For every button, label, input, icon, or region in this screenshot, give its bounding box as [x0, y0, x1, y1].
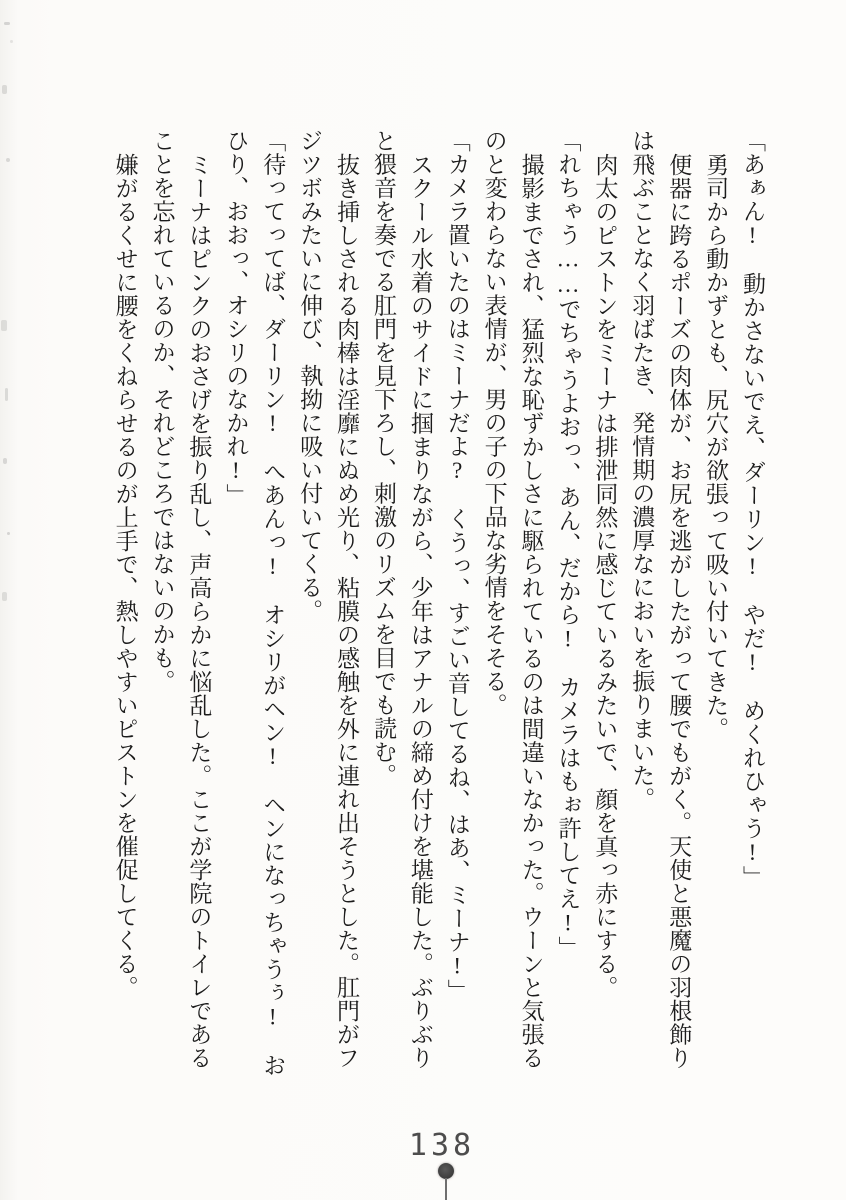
text-line: ジツボみたいに伸び、執拗に吸い付いてくる。	[297, 129, 323, 623]
text-line: 撮影までされ、猛烈な恥ずかしさに駆られているのは間違いなかった。ウーンと気張る	[518, 152, 544, 1069]
scan-speck	[10, 40, 13, 43]
text-line: 抜き挿しされる肉棒は淫靡にぬめ光り、粘膜の感触を外に連れ出そうとした。肛門がフ	[334, 152, 360, 1069]
text-block	[106, 129, 770, 1077]
text-line: ミーナはピンクのおさげを振り乱し、声高らかに悩乱した。ここが学院のトイレである	[186, 152, 212, 1069]
scan-speck	[4, 22, 10, 25]
scan-speck	[3, 458, 7, 464]
text-line: 「れちゃう……でちゃうよおっ、あん、だから! カメラはもぉ許してえ!」	[555, 129, 581, 960]
text-line: 「待ってってば、ダーリン! へあんっ! オシリがヘン! ヘンになっちゃうぅ! お	[260, 129, 286, 1077]
text-line: 肉太のピストンをミーナは排泄同然に感じているみたいで、顔を真っ赤にする。	[592, 152, 618, 999]
scan-speck	[6, 158, 10, 162]
text-line: ことを忘れているのか、それどころではないのかも。	[149, 129, 175, 693]
scan-speck	[2, 85, 7, 94]
text-line: 「あぁん! 動かさないでえ、ダーリン! やだ! めくれひゃう!」	[740, 129, 765, 889]
page-number: 138	[408, 1128, 476, 1163]
text-line: 嫌がるくせに腰をくねらせるのが上手で、熱しやすいピストンを催促してくる。	[112, 152, 138, 999]
binding-line-artifact	[445, 1178, 447, 1200]
text-line: 便器に跨るポーズの肉体が、お尻を逃がしたがって腰でもがく。天使と悪魔の羽根飾り	[666, 152, 692, 1069]
scan-speck	[5, 388, 8, 401]
text-line: 勇司から動かずとも、尻穴が欲張って吸い付いてきた。	[703, 152, 729, 740]
text-line: ひり、おおっ、オシリのなかれ!」	[223, 129, 249, 507]
text-line: のと変わらない表情が、男の子の下品な劣情をそそる。	[481, 129, 507, 717]
scan-speck	[7, 532, 10, 535]
text-line: は飛ぶことなく羽ばたき、発情期の濃厚なにおいを振りまいた。	[629, 129, 655, 811]
scan-speck	[1, 320, 7, 331]
scan-speck	[2, 592, 7, 601]
text-line: と猥音を奏でる肛門を見下ろし、刺激のリズムを目でも読む。	[370, 129, 396, 787]
text-line: スクール水着のサイドに掴まりながら、少年はアナルの締め付けを堪能した。ぶりぶり	[407, 152, 433, 1069]
binding-dot-artifact	[438, 1163, 454, 1179]
text-line: 「カメラ置いたのはミーナだよ? くうっ、すごい音してるね、はあ、ミーナ!」	[444, 129, 470, 1003]
